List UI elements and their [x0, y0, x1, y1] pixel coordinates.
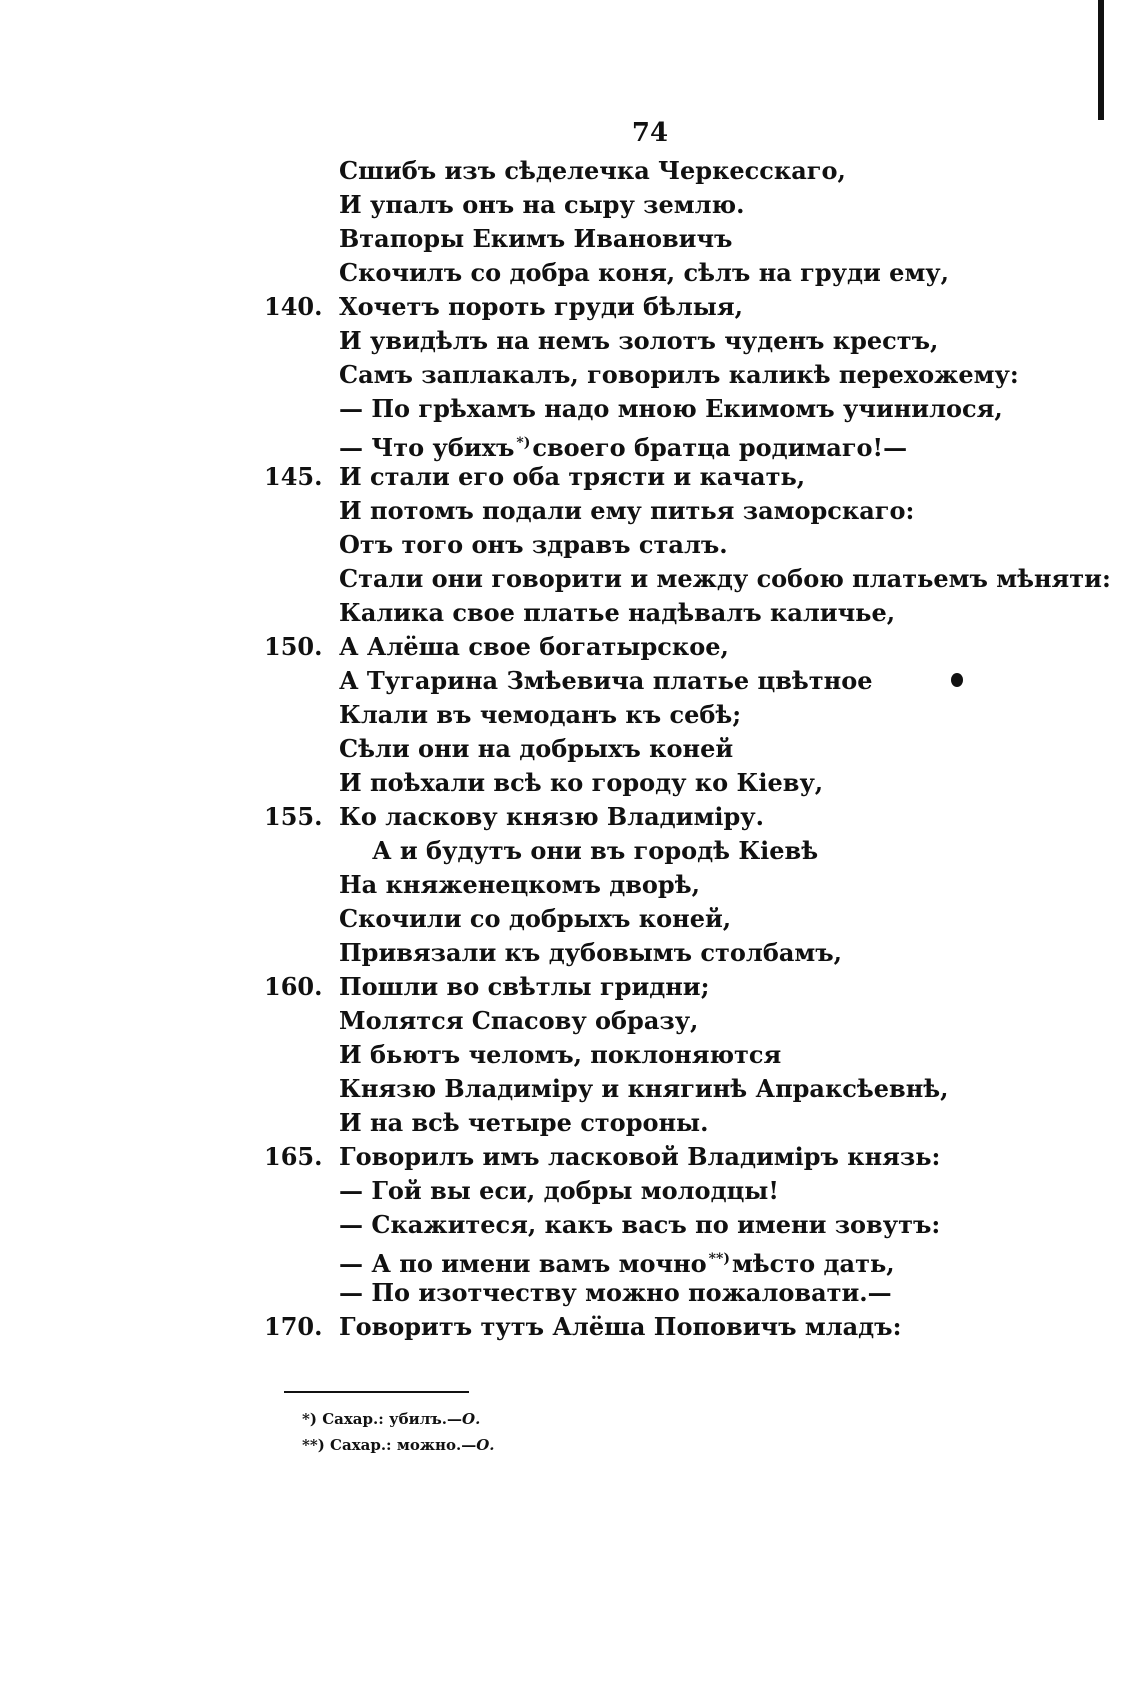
line-number: 160.: [264, 972, 323, 1001]
line-number: 155.: [264, 802, 323, 831]
line-text-main: Клали въ чемоданъ къ себѣ;: [339, 700, 742, 729]
verse-line: [0, 324, 1140, 358]
footnote-reference[interactable]: **): [708, 1251, 730, 1267]
verse-line: [0, 800, 1140, 834]
footnote-text: Сахар.: убилъ.—: [322, 1410, 463, 1428]
line-text: [339, 1106, 708, 1140]
line-number: 145.: [264, 462, 323, 491]
line-text: [339, 664, 873, 698]
verse-line: [0, 528, 1140, 562]
line-text-main: И на всѣ четыре стороны.: [339, 1108, 709, 1137]
line-text-main: Молятся Спасову образу,: [339, 1006, 699, 1035]
line-text: [339, 562, 1111, 596]
verse-line: [0, 1140, 1140, 1174]
line-text-main: Пошли во свѣтлы гридни;: [339, 972, 710, 1001]
line-text: [339, 222, 732, 256]
footnotes: [302, 1406, 802, 1458]
verse-line: [0, 188, 1140, 222]
verse-line: [0, 664, 1140, 698]
line-text: [339, 1004, 698, 1038]
line-text: [339, 392, 1003, 426]
footnote: [302, 1406, 802, 1432]
ink-blot: [951, 673, 963, 687]
footnote-reference[interactable]: *): [516, 435, 531, 451]
footnote-separator: [284, 1391, 469, 1393]
line-text: [339, 1140, 940, 1174]
line-text: [339, 290, 743, 324]
line-text: [339, 528, 728, 562]
line-number: 150.: [264, 632, 323, 661]
verse-line: [0, 1038, 1140, 1072]
line-text-main: Скочилъ со добра коня, сѣлъ на груди ему,: [339, 258, 950, 287]
footnote-mark: **): [302, 1436, 325, 1454]
page-number: 74: [631, 118, 669, 148]
page-edge-rule: [1098, 0, 1104, 120]
line-text-main: И поѣхали всѣ ко городу ко Кіеву,: [339, 768, 824, 797]
line-text: [339, 732, 733, 766]
line-text: [339, 154, 846, 188]
verse-line: [0, 290, 1140, 324]
verse-line: [0, 154, 1140, 188]
verse-line: [0, 630, 1140, 664]
verse-line: [0, 256, 1140, 290]
line-text: [339, 596, 895, 630]
line-text-main: И бьютъ челомъ, поклоняются: [339, 1040, 782, 1069]
line-text: [339, 188, 745, 222]
line-text-main: — По изотчеству можно пожаловати.—: [339, 1278, 892, 1307]
line-text: [372, 834, 818, 868]
verse-line: [0, 766, 1140, 800]
line-text-main: А Алёша свое богатырское,: [339, 632, 729, 661]
poem-text: [0, 154, 1140, 1344]
line-text-main: Ко ласкову князю Владиміру.: [339, 802, 764, 831]
verse-line: [0, 1174, 1140, 1208]
verse-line: [0, 1242, 1140, 1276]
line-text-main: — А по имени вамъ мочно: [339, 1249, 707, 1278]
line-text: [339, 902, 731, 936]
line-text: [339, 766, 823, 800]
line-text-main: И увидѣлъ на немъ золотъ чуденъ крестъ,: [339, 326, 939, 355]
verse-line: [0, 426, 1140, 460]
line-text: [339, 630, 729, 664]
verse-line: [0, 834, 1140, 868]
line-text-main: Привязали къ дубовымъ столбамъ,: [339, 938, 843, 967]
verse-line: [0, 698, 1140, 732]
line-text-main: — По грѣхамъ надо мною Екимомъ учинилося,: [339, 394, 1003, 423]
line-text-main: Стали они говорити и между собою платьемъ мѣняти:: [339, 564, 1111, 593]
verse-line: [0, 902, 1140, 936]
line-text-main: И стали его оба трясти и качать,: [339, 462, 806, 491]
line-text-main: Втапоры Екимъ Ивановичъ: [339, 224, 733, 253]
verse-line: [0, 1208, 1140, 1242]
footnote-source: О.: [462, 1410, 481, 1428]
verse-line: [0, 1310, 1140, 1344]
line-text: [339, 358, 1019, 392]
verse-line: [0, 868, 1140, 902]
verse-line: [0, 222, 1140, 256]
verse-line: [0, 970, 1140, 1004]
line-text-main: Говоритъ тутъ Алёша Поповичъ младъ:: [339, 1312, 902, 1341]
line-text: [339, 936, 842, 970]
footnote-mark: *): [302, 1410, 317, 1428]
line-text: [339, 800, 764, 834]
verse-line: [0, 936, 1140, 970]
line-text: [339, 324, 938, 358]
line-text: [339, 868, 700, 902]
line-text: [339, 1276, 892, 1310]
line-text: [339, 494, 914, 528]
line-text-main: Скочили со добрыхъ коней,: [339, 904, 732, 933]
line-text-continuation: своего братца родимаго!—: [532, 433, 908, 462]
verse-line: [0, 1276, 1140, 1310]
verse-line: [0, 1106, 1140, 1140]
line-text: [339, 1174, 779, 1208]
line-text: [339, 1208, 940, 1242]
line-number: 140.: [264, 292, 323, 321]
verse-line: [0, 732, 1140, 766]
verse-line: [0, 358, 1140, 392]
line-text-main: Говорилъ имъ ласковой Владиміръ князь:: [339, 1142, 941, 1171]
verse-line: [0, 460, 1140, 494]
verse-line: [0, 562, 1140, 596]
line-text-main: — Что убихъ: [339, 433, 515, 462]
line-text-main: — Скажитеся, какъ васъ по имени зовутъ:: [339, 1210, 941, 1239]
footnote: [302, 1432, 802, 1458]
line-text: [339, 256, 949, 290]
line-text-main: — Гой вы еси, добры молодцы!: [339, 1176, 779, 1205]
verse-line: [0, 1072, 1140, 1106]
verse-line: [0, 494, 1140, 528]
line-text-main: Самъ заплакалъ, говорилъ каликѣ перехожему:: [339, 360, 1019, 389]
verse-line: [0, 1004, 1140, 1038]
line-text: [339, 1072, 949, 1106]
line-text: [339, 1310, 901, 1344]
verse-line: [0, 596, 1140, 630]
footnote-source: О.: [476, 1436, 495, 1454]
line-text-main: Сшибъ изъ сѣделечка Черкесскаго,: [339, 156, 846, 185]
verse-line: [0, 392, 1140, 426]
line-text-main: А и будутъ они въ городѣ Кіевѣ: [372, 836, 819, 865]
line-text: [339, 460, 805, 494]
line-text-main: Отъ того онъ здравъ сталъ.: [339, 530, 728, 559]
line-text-main: Калика свое платье надѣвалъ каличье,: [339, 598, 896, 627]
line-text-main: И упалъ онъ на сыру землю.: [339, 190, 745, 219]
line-text-main: А Тугарина Змѣевича платье цвѣтное: [339, 666, 873, 695]
line-text: [339, 970, 709, 1004]
line-text-main: Князю Владиміру и княгинѣ Апраксѣевнѣ,: [339, 1074, 949, 1103]
line-text-main: И потомъ подали ему питья заморскаго:: [339, 496, 915, 525]
line-text: [339, 1038, 781, 1072]
line-number: 165.: [264, 1142, 323, 1171]
line-text-main: На княженецкомъ дворѣ,: [339, 870, 700, 899]
line-number: 170.: [264, 1312, 323, 1341]
line-text: [339, 698, 741, 732]
line-text-main: Сѣли они на добрыхъ коней: [339, 734, 734, 763]
line-text-continuation: мѣсто дать,: [731, 1249, 895, 1278]
line-text-main: Хочетъ пороть груди бѣлыя,: [339, 292, 743, 321]
footnote-text: Сахар.: можно.—: [330, 1436, 477, 1454]
